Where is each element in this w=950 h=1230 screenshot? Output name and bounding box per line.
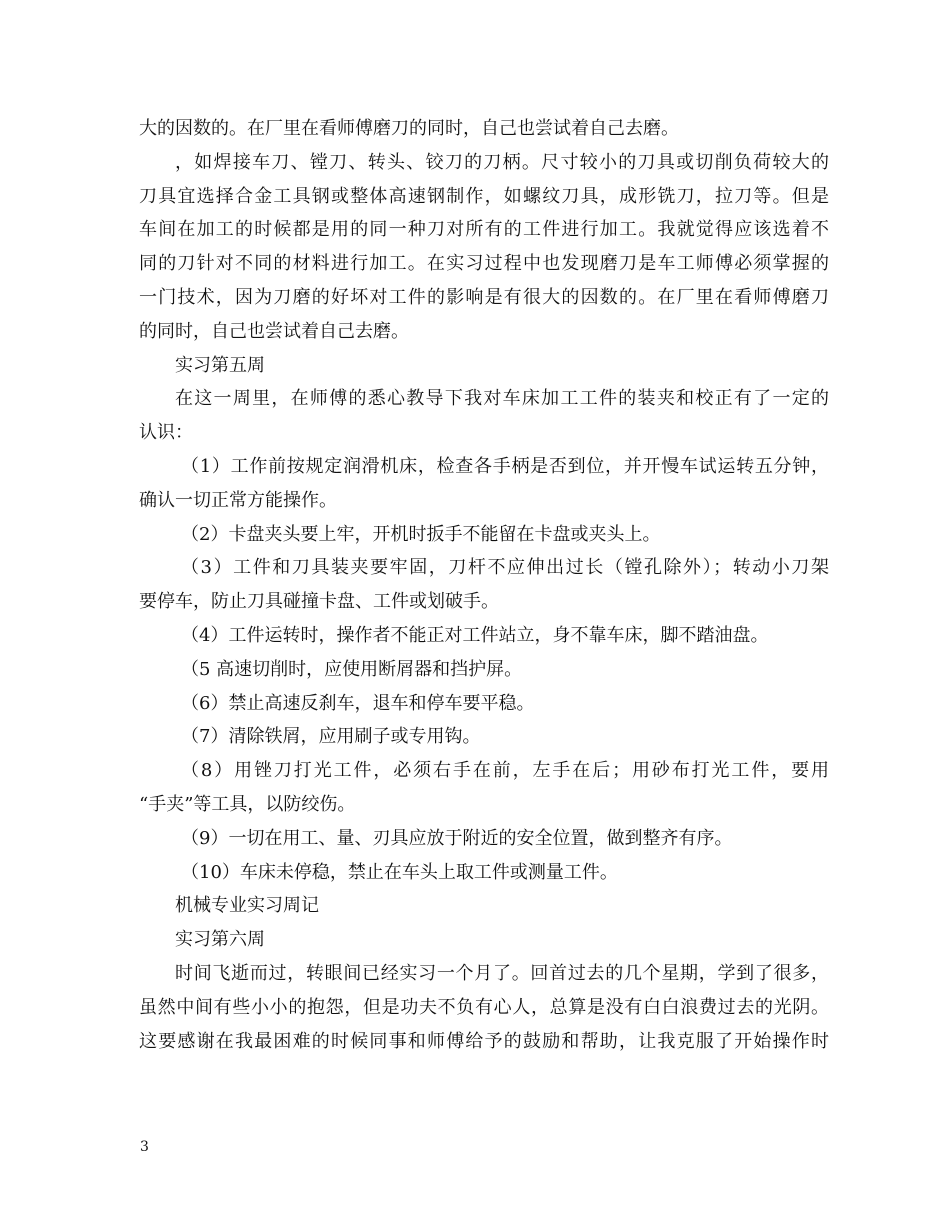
text-line: 一门技术，因为刀磨的好坏对工件的影响是有很大的因数的。在厂里在看师傅磨刀 xyxy=(139,286,829,308)
text-line: 认识： xyxy=(139,422,193,444)
text-line: 虽然中间有些小小的抱怨，但是功夫不负有心人，总算是没有白白浪费过去的光阴。 xyxy=(139,996,829,1018)
text-line: （2）卡盘夹头要上牢，开机时扳手不能留在卡盘或夹头上。 xyxy=(181,523,661,545)
body-text xyxy=(139,112,829,1058)
text-line: （1）工作前按规定润滑机床，检查各手柄是否到位，并开慢车试运转五分钟， xyxy=(181,455,829,477)
text-line: 这要感谢在我最困难的时候同事和师傅给予的鼓励和帮助，让我克服了开始操作时 xyxy=(139,1030,829,1052)
text-line: 大的因数的。在厂里在看师傅磨刀的同时，自己也尝试着自己去磨。 xyxy=(139,118,679,139)
text-line: ，如焊接车刀、镗刀、转头、铰刀的刀柄。尺寸较小的刀具或切削负荷较大的 xyxy=(175,151,829,173)
text-line: （3）工件和刀具装夹要牢固，刀杆不应伸出过长（镗孔除外）；转动小刀架 xyxy=(181,557,829,579)
text-line: （4）工件运转时，操作者不能正对工件站立，身不靠车床，脚不踏油盘。 xyxy=(181,624,769,646)
text-line: 时间飞逝而过，转眼间已经实习一个月了。回首过去的几个星期，学到了很多， xyxy=(175,962,829,984)
text-line: （6）禁止高速反刹车，退车和停车要平稳。 xyxy=(181,692,535,714)
text-line: 实习第六周 xyxy=(175,929,265,951)
text-line: 车间在加工的时候都是用的同一种刀对所有的工件进行加工。我就觉得应该选着不 xyxy=(139,219,829,241)
text-line: 的同时，自己也尝试着自己去磨。 xyxy=(139,320,409,342)
text-line: （9）一切在用工、量、刃具应放于附近的安全位置，做到整齐有序。 xyxy=(181,827,733,849)
text-line: 确认一切正常方能操作。 xyxy=(139,489,337,511)
text-line: （7）清除铁屑，应用刷子或专用钩。 xyxy=(181,726,481,748)
text-line: （5 高速切削时，应使用断屑器和挡护屏。 xyxy=(181,658,523,680)
text-line: （8）用锉刀打光工件，必须右手在前，左手在后；用砂布打光工件，要用 xyxy=(181,760,829,782)
text-line: 机械专业实习周记 xyxy=(175,895,319,917)
text-line: （10）车床未停稳，禁止在车头上取工件或测量工件。 xyxy=(181,861,618,883)
text-line: 同的刀针对不同的材料进行加工。在实习过程中也发现磨刀是车工师傅必须掌握的 xyxy=(139,253,829,275)
page-number: 3 xyxy=(140,1139,149,1155)
text-line: 在这一周里，在师傅的悉心教导下我对车床加工工件的装夹和校正有了一定的 xyxy=(175,388,829,410)
text-line: 实习第五周 xyxy=(175,354,265,376)
text-line: 要停车，防止刀具碰撞卡盘、工件或划破手。 xyxy=(139,591,499,613)
text-line: 刀具宜选择合金工具钢或整体高速钢制作，如螺纹刀具，成形铣刀，拉刀等。但是 xyxy=(139,185,829,207)
text-line: “手夹”等工具，以防绞伤。 xyxy=(139,793,356,815)
